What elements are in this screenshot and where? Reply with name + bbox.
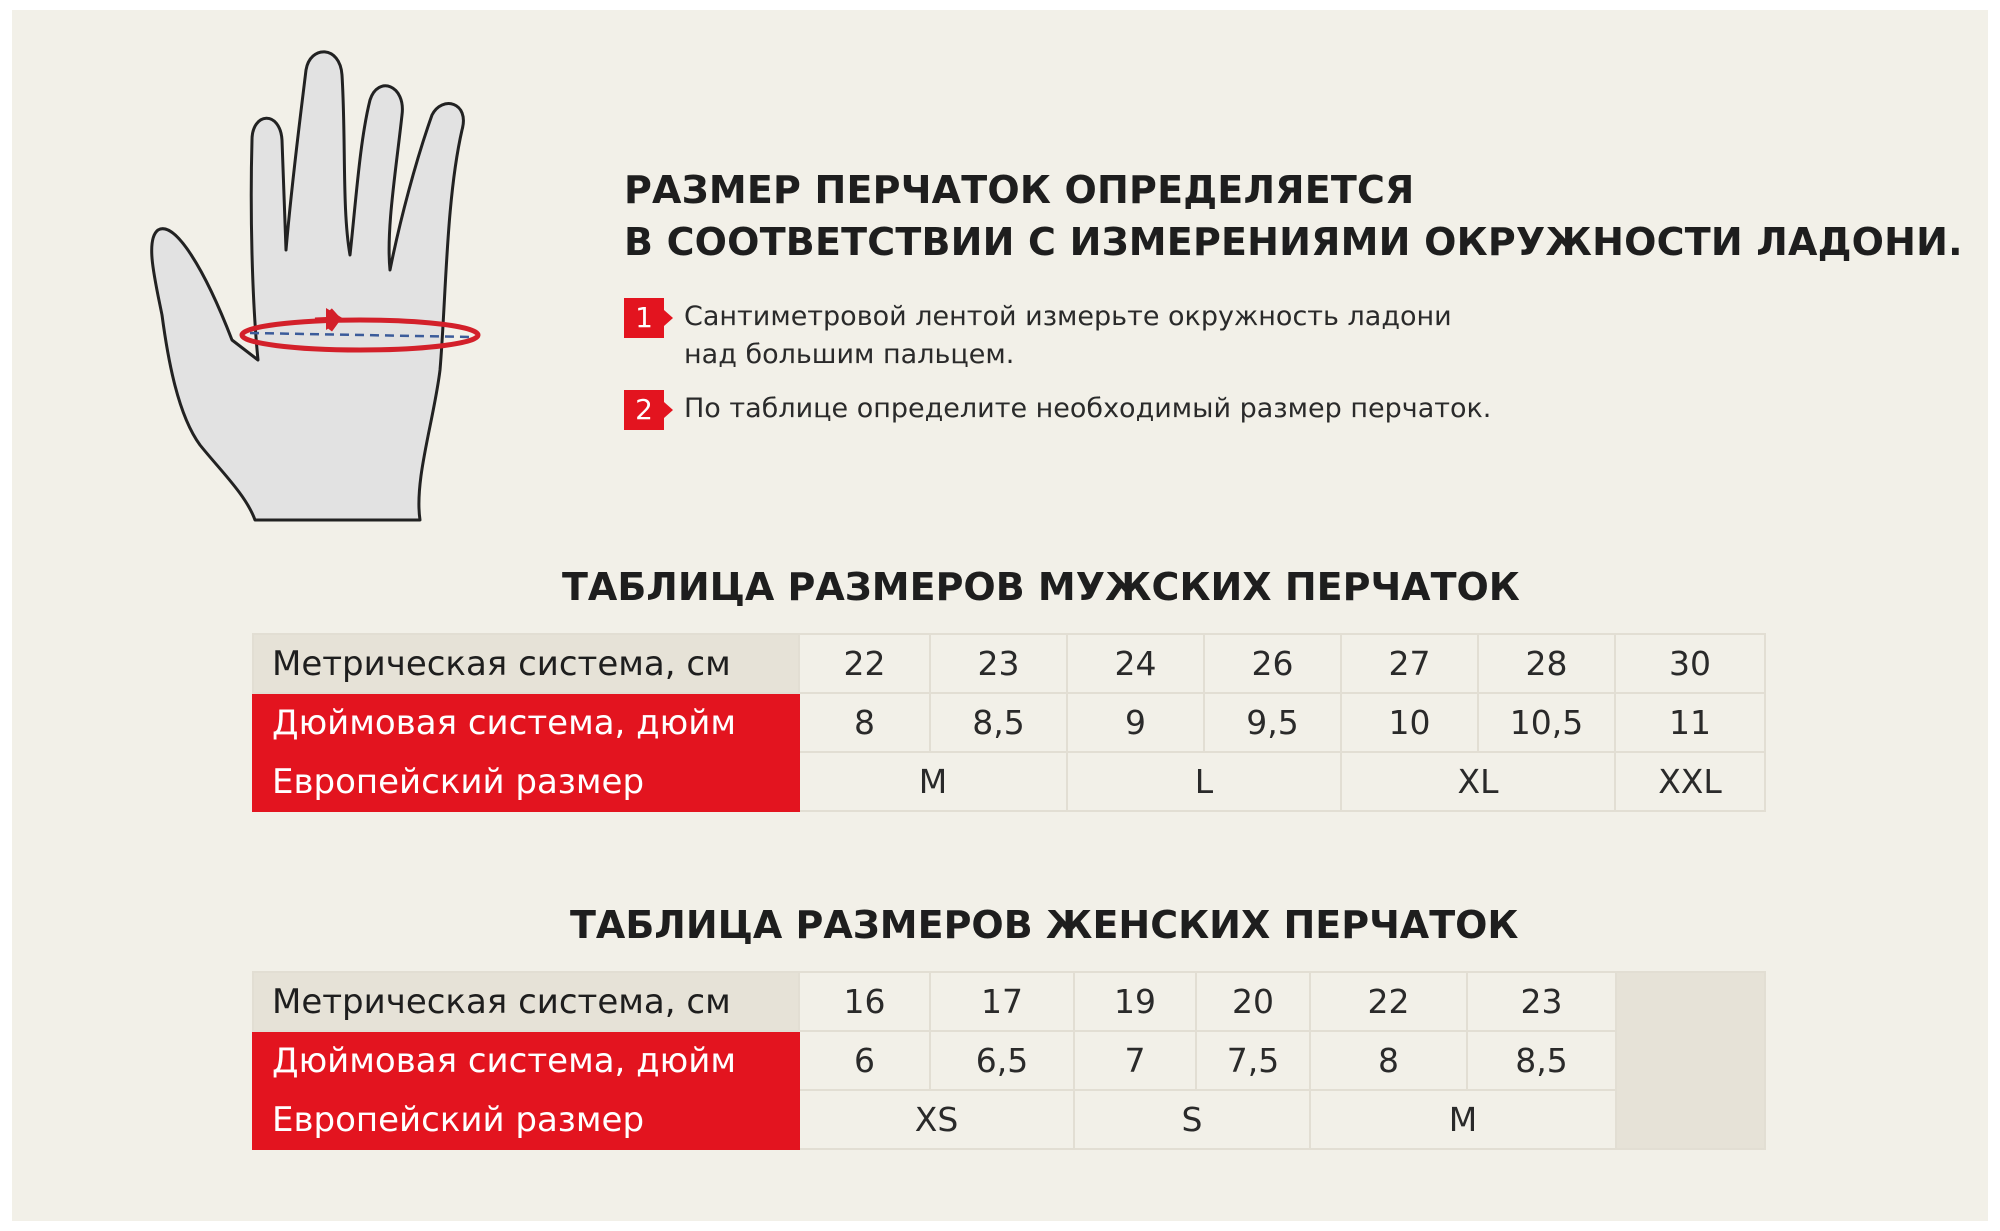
table-cell: 24	[1067, 634, 1204, 693]
step-number-badge: 1	[624, 298, 664, 338]
table-cell: 20	[1196, 972, 1310, 1031]
table-cell: 22	[799, 634, 930, 693]
table-cell: 6,5	[930, 1031, 1074, 1090]
hand-measurement-illustration	[150, 40, 490, 530]
table-cell: M	[1310, 1090, 1616, 1149]
headline	[624, 164, 1963, 268]
table-cell: 8,5	[1467, 1031, 1616, 1090]
step-text-line: над большим пальцем.	[684, 339, 1015, 370]
table-cell: 17	[930, 972, 1074, 1031]
table-cell: XS	[799, 1090, 1074, 1149]
row-label-euro: Европейский размер	[253, 752, 799, 811]
table-cell: M	[799, 752, 1067, 811]
row-label-inch: Дюймовая система, дюйм	[253, 1031, 799, 1090]
step-text	[684, 298, 1452, 374]
table-cell: 22	[1310, 972, 1467, 1031]
women-size-table	[252, 971, 1766, 1150]
table-cell: XXL	[1615, 752, 1765, 811]
step-text-line: Сантиметровой лентой измерьте окружность ладони	[684, 301, 1452, 332]
table-cell: 28	[1478, 634, 1615, 693]
table-cell: 30	[1615, 634, 1765, 693]
empty-cell	[1616, 972, 1765, 1149]
table-cell: 27	[1341, 634, 1478, 693]
step-text	[684, 390, 1491, 428]
table-cell: 10,5	[1478, 693, 1615, 752]
table-row	[253, 634, 1765, 693]
table-cell: 8	[799, 693, 930, 752]
headline-line-2: В СООТВЕТСТВИИ С ИЗМЕРЕНИЯМИ ОКРУЖНОСТИ ЛАДОНИ.	[624, 220, 1963, 264]
table-cell: 11	[1615, 693, 1765, 752]
table-cell: XL	[1341, 752, 1615, 811]
table-cell: L	[1067, 752, 1341, 811]
table-cell: 16	[799, 972, 930, 1031]
row-label-metric: Метрическая система, см	[253, 972, 799, 1031]
step-2	[624, 390, 1491, 430]
table-row	[253, 1090, 1765, 1149]
step-text-line: По таблице определите необходимый размер перчаток.	[684, 393, 1492, 424]
table-row	[253, 693, 1765, 752]
women-table-title: ТАБЛИЦА РАЗМЕРОВ ЖЕНСКИХ ПЕРЧАТОК	[570, 903, 1519, 947]
row-label-metric: Метрическая система, см	[253, 634, 799, 693]
table-cell: 10	[1341, 693, 1478, 752]
row-label-inch: Дюймовая система, дюйм	[253, 693, 799, 752]
table-cell: 26	[1204, 634, 1341, 693]
table-cell: 6	[799, 1031, 930, 1090]
table-row	[253, 752, 1765, 811]
men-size-table	[252, 633, 1766, 812]
table-row	[253, 1031, 1765, 1090]
table-row	[253, 972, 1765, 1031]
table-cell: S	[1074, 1090, 1310, 1149]
table-cell: 8,5	[930, 693, 1067, 752]
row-label-euro: Европейский размер	[253, 1090, 799, 1149]
headline-line-1: РАЗМЕР ПЕРЧАТОК ОПРЕДЕЛЯЕТСЯ	[624, 168, 1415, 212]
step-number-badge: 2	[624, 390, 664, 430]
step-1	[624, 298, 1452, 374]
table-cell: 7	[1074, 1031, 1196, 1090]
table-cell: 9	[1067, 693, 1204, 752]
table-cell: 9,5	[1204, 693, 1341, 752]
table-cell: 19	[1074, 972, 1196, 1031]
table-cell: 23	[930, 634, 1067, 693]
table-cell: 8	[1310, 1031, 1467, 1090]
table-cell: 23	[1467, 972, 1616, 1031]
hand-outline	[152, 52, 464, 520]
table-cell: 7,5	[1196, 1031, 1310, 1090]
men-table-title: ТАБЛИЦА РАЗМЕРОВ МУЖСКИХ ПЕРЧАТОК	[562, 565, 1520, 609]
